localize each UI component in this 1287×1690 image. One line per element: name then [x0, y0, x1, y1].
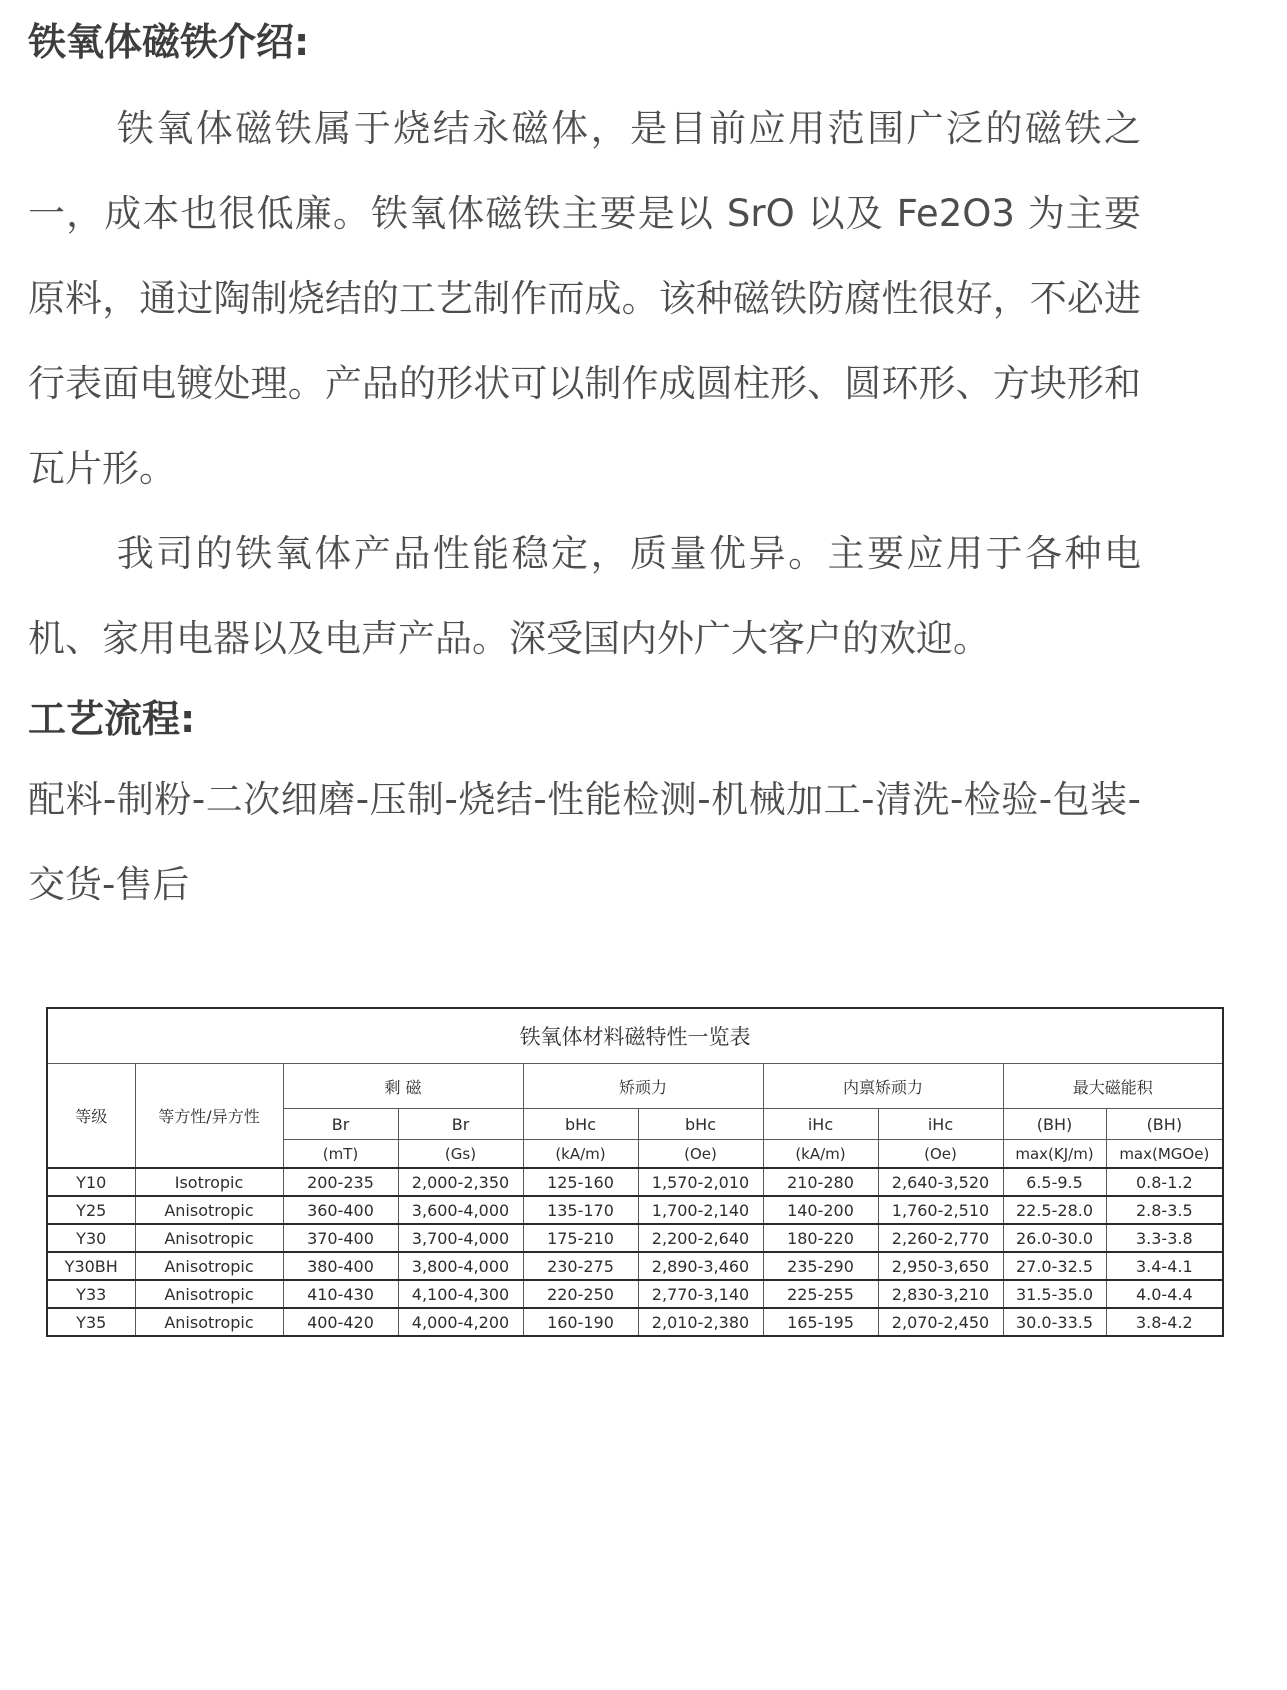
process-heading: 工艺流程:	[28, 697, 196, 741]
table-cell: 22.5-28.0	[1003, 1196, 1106, 1224]
table-cell: Y25	[47, 1196, 135, 1224]
table-cell: 2,200-2,640	[638, 1224, 763, 1252]
table-cell: 2,070-2,450	[878, 1308, 1003, 1336]
table-cell: 2,890-3,460	[638, 1252, 763, 1280]
table-cell: 2,830-3,210	[878, 1280, 1003, 1308]
table-row	[47, 1252, 1223, 1280]
table-cell: 360-400	[283, 1196, 398, 1224]
table-cell: 200-235	[283, 1168, 398, 1196]
unit-header: (Oe)	[638, 1140, 763, 1169]
table-cell: 27.0-32.5	[1003, 1252, 1106, 1280]
table-cell: 160-190	[523, 1308, 638, 1336]
table-cell: 370-400	[283, 1224, 398, 1252]
table-cell: 380-400	[283, 1252, 398, 1280]
table-cell: 4,000-4,200	[398, 1308, 523, 1336]
sub-header: iHc	[763, 1109, 878, 1140]
table-cell: 210-280	[763, 1168, 878, 1196]
intro-paragraph-2: 我司的铁氧体产品性能稳定，质量优异。主要应用于各种电机、家用电器以及电声产品。深受国内外广大客户的欢迎。	[28, 532, 1141, 660]
table-cell: 135-170	[523, 1196, 638, 1224]
process-flow-text: 配料-制粉-二次细磨-压制-烧结-性能检测-机械加工-清洗-检验-包装-交货-售后	[28, 778, 1141, 906]
table-cell: Anisotropic	[135, 1280, 283, 1308]
table-cell: Anisotropic	[135, 1308, 283, 1336]
table-cell: 410-430	[283, 1280, 398, 1308]
table-row	[47, 1224, 1223, 1252]
table-cell: 2.8-3.5	[1106, 1196, 1223, 1224]
table-cell: 175-210	[523, 1224, 638, 1252]
table-cell: Isotropic	[135, 1168, 283, 1196]
sub-header: Br	[283, 1109, 398, 1140]
table-cell: 6.5-9.5	[1003, 1168, 1106, 1196]
table-cell: 2,770-3,140	[638, 1280, 763, 1308]
table-cell: 140-200	[763, 1196, 878, 1224]
table-cell: 230-275	[523, 1252, 638, 1280]
table-cell: 1,570-2,010	[638, 1168, 763, 1196]
group-header-coercivity: 矫顽力	[523, 1064, 763, 1109]
table-row	[47, 1308, 1223, 1336]
unit-header: (Gs)	[398, 1140, 523, 1169]
table-cell: 180-220	[763, 1224, 878, 1252]
table-cell: 2,260-2,770	[878, 1224, 1003, 1252]
table-cell: 1,760-2,510	[878, 1196, 1003, 1224]
table-group-header-row	[47, 1064, 1223, 1109]
group-header-max-energy-product: 最大磁能积	[1003, 1064, 1223, 1109]
sub-header: bHc	[638, 1109, 763, 1140]
table-cell: 2,640-3,520	[878, 1168, 1003, 1196]
sub-header: iHc	[878, 1109, 1003, 1140]
table-cell: 4,100-4,300	[398, 1280, 523, 1308]
intro-heading: 铁氧体磁铁介绍:	[28, 20, 310, 64]
table-cell: 235-290	[763, 1252, 878, 1280]
table-cell: 2,010-2,380	[638, 1308, 763, 1336]
unit-header: (mT)	[283, 1140, 398, 1169]
table-cell: 3.4-4.1	[1106, 1252, 1223, 1280]
table-cell: Anisotropic	[135, 1252, 283, 1280]
table-cell: Y35	[47, 1308, 135, 1336]
unit-header: max(MGOe)	[1106, 1140, 1223, 1169]
table-cell: Anisotropic	[135, 1196, 283, 1224]
table-cell: 3.3-3.8	[1106, 1224, 1223, 1252]
table-cell: 0.8-1.2	[1106, 1168, 1223, 1196]
unit-header: max(KJ/m)	[1003, 1140, 1106, 1169]
sub-header: (BH)	[1106, 1109, 1223, 1140]
group-header-intrinsic-coercivity: 内禀矫顽力	[763, 1064, 1003, 1109]
unit-header: (Oe)	[878, 1140, 1003, 1169]
table-body	[47, 1168, 1223, 1336]
table-row	[47, 1196, 1223, 1224]
table-title-row	[47, 1008, 1223, 1064]
table-cell: 3,600-4,000	[398, 1196, 523, 1224]
table-cell: 4.0-4.4	[1106, 1280, 1223, 1308]
table-cell: 3,700-4,000	[398, 1224, 523, 1252]
table-cell: 2,950-3,650	[878, 1252, 1003, 1280]
unit-header: (kA/m)	[763, 1140, 878, 1169]
table-cell: 26.0-30.0	[1003, 1224, 1106, 1252]
sub-header: Br	[398, 1109, 523, 1140]
sub-header: bHc	[523, 1109, 638, 1140]
magnetic-properties-table	[46, 1007, 1224, 1337]
table-cell: 2,000-2,350	[398, 1168, 523, 1196]
intro-paragraph-1: 铁氧体磁铁属于烧结永磁体，是目前应用范围广泛的磁铁之一，成本也很低廉。铁氧体磁铁主要是以 SrO 以及 Fe2O3 为主要原料，通过陶制烧结的工艺制作而成。该种磁铁防腐性很好，不必进行表面电镀处理。产品的形状可以制作成圆柱形、圆环形、方块形和瓦片形。	[28, 107, 1141, 490]
table-cell: Anisotropic	[135, 1224, 283, 1252]
col-header-grade: 等级	[47, 1064, 135, 1169]
table-title: 铁氧体材料磁特性一览表	[47, 1008, 1223, 1064]
table-cell: Y33	[47, 1280, 135, 1308]
table-cell: 30.0-33.5	[1003, 1308, 1106, 1336]
group-header-remanence: 剩 磁	[283, 1064, 523, 1109]
table-cell: 400-420	[283, 1308, 398, 1336]
table-cell: 165-195	[763, 1308, 878, 1336]
table-cell: Y30BH	[47, 1252, 135, 1280]
table-cell: 225-255	[763, 1280, 878, 1308]
table-cell: Y10	[47, 1168, 135, 1196]
col-header-isotropy: 等方性/异方性	[135, 1064, 283, 1169]
table-cell: 3.8-4.2	[1106, 1308, 1223, 1336]
table-cell: 125-160	[523, 1168, 638, 1196]
table-cell: 1,700-2,140	[638, 1196, 763, 1224]
unit-header: (kA/m)	[523, 1140, 638, 1169]
table-row	[47, 1168, 1223, 1196]
sub-header: (BH)	[1003, 1109, 1106, 1140]
table-cell: 3,800-4,000	[398, 1252, 523, 1280]
table-cell: 220-250	[523, 1280, 638, 1308]
table-cell: Y30	[47, 1224, 135, 1252]
table-row	[47, 1280, 1223, 1308]
table-cell: 31.5-35.0	[1003, 1280, 1106, 1308]
